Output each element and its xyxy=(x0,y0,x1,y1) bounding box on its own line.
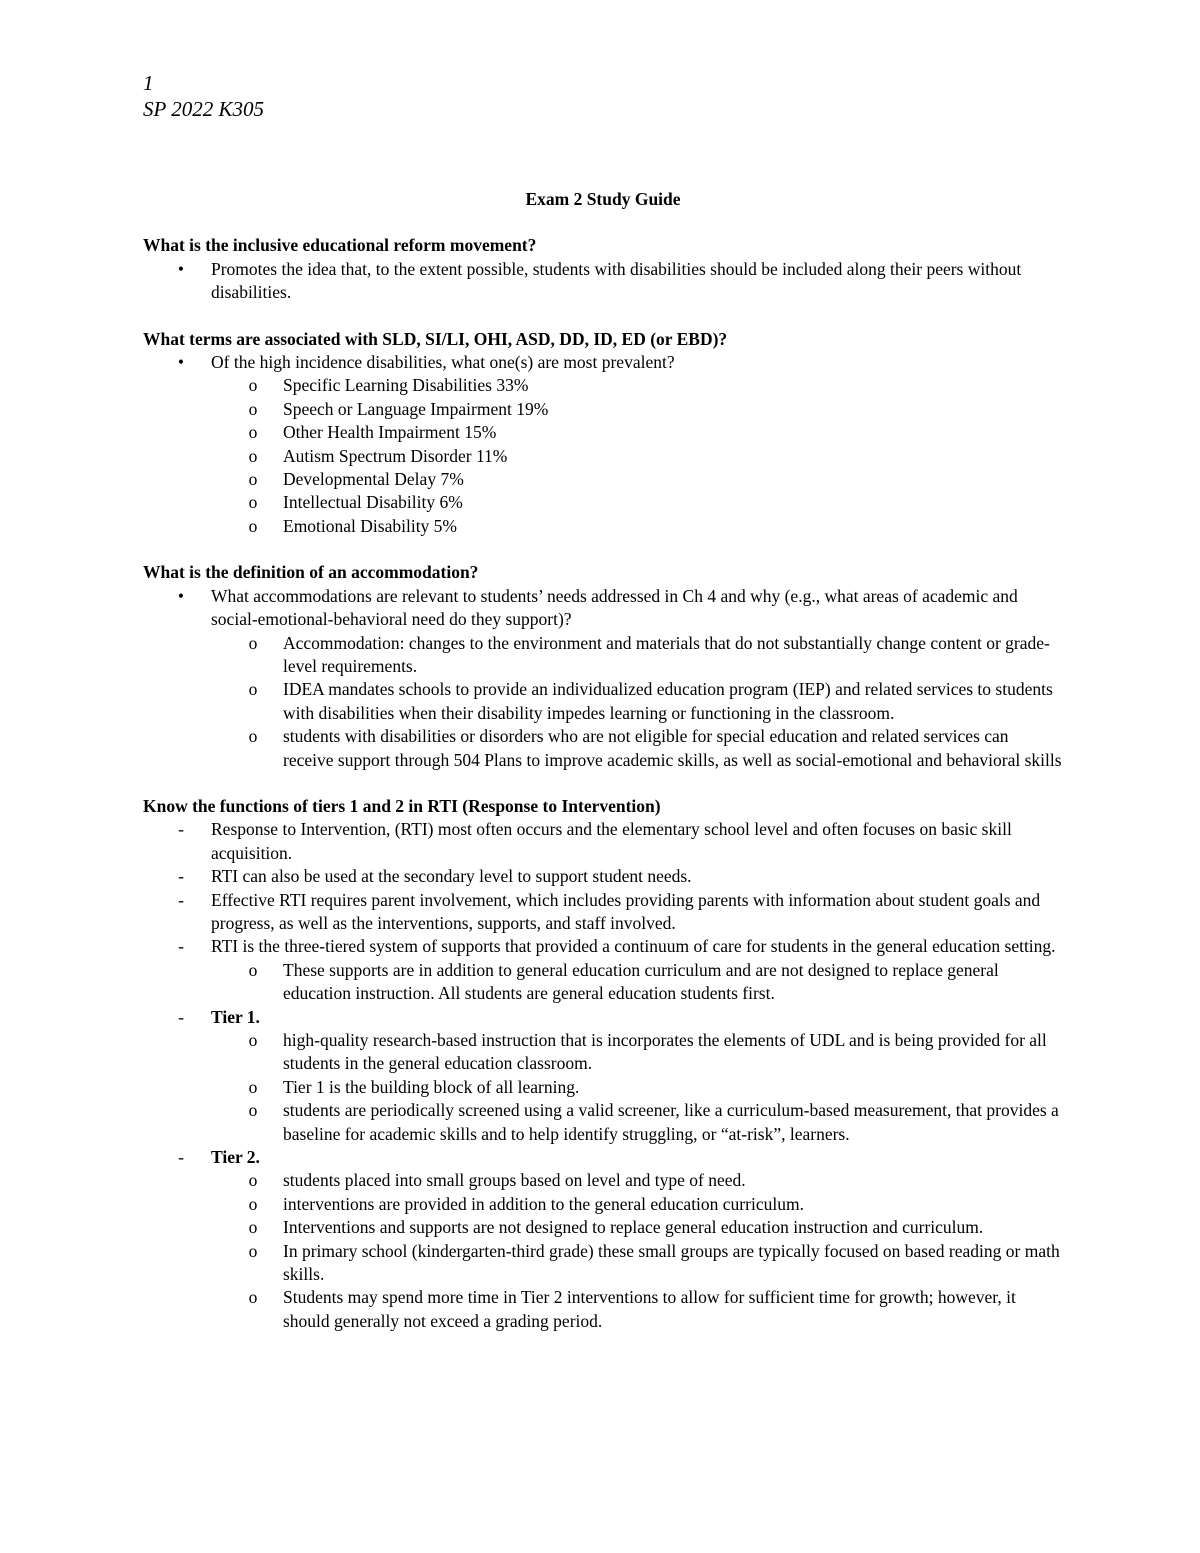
list-item xyxy=(143,445,1063,468)
tier-1-label: Tier 1. xyxy=(211,1006,260,1027)
circle-marker: o xyxy=(248,515,258,536)
bullet-marker: • xyxy=(177,352,185,373)
circle-marker: o xyxy=(248,492,258,513)
prevalence-item: Other Health Impairment 15% xyxy=(283,422,497,443)
list-item xyxy=(143,398,1063,421)
rti-point: Response to Intervention, (RTI) most often occurs and the elementary school level and often focuses on basic skill acquisition. xyxy=(211,819,1012,863)
list-item xyxy=(143,959,1063,1006)
question-inclusive: What is the inclusive educational reform movement? xyxy=(143,235,537,256)
accommodation-item: Accommodation: changes to the environment and materials that do not substantially change content or grade-level requirements. xyxy=(283,632,1050,676)
bullet-marker: • xyxy=(177,585,185,606)
tier-2-point: Interventions and supports are not designed to replace general education instruction and curriculum. xyxy=(283,1217,984,1238)
circle-marker: o xyxy=(248,1076,258,1097)
accommodation-item: IDEA mandates schools to provide an individualized education program (IEP) and related services to students with disabilities when their disability impedes learning or functioning in the classroom. xyxy=(283,679,1053,723)
circle-marker: o xyxy=(248,422,258,443)
tier-2-point: students placed into small groups based on level and type of need. xyxy=(283,1170,746,1191)
list-item xyxy=(143,468,1063,491)
prevalence-item: Intellectual Disability 6% xyxy=(283,492,463,513)
circle-marker: o xyxy=(248,1193,258,1214)
section-accommodation xyxy=(143,561,1063,772)
tier-2-label: Tier 2. xyxy=(211,1147,260,1168)
question-terms: What terms are associated with SLD, SI/LI, OHI, ASD, DD, ID, ED (or EBD)? xyxy=(143,328,728,349)
list-item xyxy=(143,1216,1063,1239)
rti-subpoint: These supports are in addition to general education curriculum and are not designed to replace general education instruction. All students are general education students first. xyxy=(283,959,999,1004)
study-guide-content xyxy=(143,188,1063,1356)
question-accommodation: What is the definition of an accommodation? xyxy=(143,562,479,583)
list-item xyxy=(143,491,1063,514)
accommodation-item: students with disabilities or disorders who are not eligible for special education and related services can receive support through 504 Plans to improve academic skills, as well as social-emotional and behavioral skills xyxy=(283,726,1062,770)
section-rti xyxy=(143,795,1063,1333)
list-item xyxy=(143,889,1063,936)
tier-2-point: In primary school (kindergarten-third grade) these small groups are typically focused on based reading or math skills. xyxy=(283,1240,1060,1285)
list-item xyxy=(143,1286,1063,1333)
circle-marker: o xyxy=(248,445,258,466)
list-item xyxy=(143,351,1063,538)
bullet-marker: • xyxy=(177,258,185,279)
circle-marker: o xyxy=(248,469,258,490)
list-item xyxy=(143,1169,1063,1192)
document-title: Exam 2 Study Guide xyxy=(525,189,681,209)
tier-2-point: interventions are provided in addition to the general education curriculum. xyxy=(283,1193,804,1214)
circle-marker: o xyxy=(248,375,258,396)
circle-marker: o xyxy=(248,1240,258,1261)
circle-marker: o xyxy=(248,1217,258,1238)
section-terms xyxy=(143,328,1063,539)
question-rti: Know the functions of tiers 1 and 2 in RTI (Response to Intervention) xyxy=(143,795,661,816)
circle-marker: o xyxy=(248,1170,258,1191)
tier-1-point: high-quality research-based instruction that is incorporates the elements of UDL and is being provided for all students in the general education classroom. xyxy=(283,1030,1047,1074)
dash-marker: - xyxy=(178,866,184,887)
prevalence-item: Developmental Delay 7% xyxy=(283,469,464,490)
section-inclusive xyxy=(143,234,1063,304)
list-item xyxy=(143,1099,1063,1146)
list-item xyxy=(143,421,1063,444)
dash-marker: - xyxy=(178,936,184,957)
tier-2-item xyxy=(143,1146,1063,1333)
page-number: 1 xyxy=(143,71,154,95)
bullet-text: What accommodations are relevant to students’ needs addressed in Ch 4 and why (e.g., what areas of academic and social-emotional-behavioral need do they support)? xyxy=(211,585,1018,630)
list-item xyxy=(143,515,1063,538)
circle-marker: o xyxy=(248,726,258,747)
dash-marker: - xyxy=(178,1006,184,1027)
bullet-text: Of the high incidence disabilities, what one(s) are most prevalent? xyxy=(211,352,675,373)
list-item xyxy=(143,865,1063,888)
circle-marker: o xyxy=(248,1030,258,1050)
list-item xyxy=(143,678,1063,725)
list-item xyxy=(143,1076,1063,1099)
tier-1-item xyxy=(143,1006,1063,1146)
circle-marker: o xyxy=(248,679,258,700)
list-item xyxy=(143,1240,1063,1287)
rti-point: RTI can also be used at the secondary level to support student needs. xyxy=(211,866,692,887)
rti-point: Effective RTI requires parent involvement, which includes providing parents with information about student goals and progress, as well as the interventions, supports, and staff involved. xyxy=(211,889,1041,933)
circle-marker: o xyxy=(248,632,258,653)
circle-marker: o xyxy=(248,1287,258,1308)
prevalence-item: Autism Spectrum Disorder 11% xyxy=(283,445,508,466)
bullet-text: Promotes the idea that, to the extent possible, students with disabilities should be included along their peers without disabilities. xyxy=(211,258,1022,303)
list-item xyxy=(143,1029,1063,1076)
list-item xyxy=(143,258,1063,305)
tier-1-point: Tier 1 is the building block of all learning. xyxy=(283,1076,580,1097)
list-item xyxy=(143,725,1063,772)
circle-marker: o xyxy=(248,959,258,980)
prevalence-item: Emotional Disability 5% xyxy=(283,515,458,536)
dash-marker: - xyxy=(178,889,184,910)
prevalence-item: Specific Learning Disabilities 33% xyxy=(283,375,529,396)
list-item xyxy=(143,585,1063,772)
list-item xyxy=(143,818,1063,865)
rti-point: RTI is the three-tiered system of supports that provided a continuum of care for students in the general education setting. xyxy=(211,936,1056,957)
tier-2-point: Students may spend more time in Tier 2 interventions to allow for sufficient time for growth; however, it should generally not exceed a grading period. xyxy=(283,1287,1016,1331)
tier-1-point: students are periodically screened using a valid screener, like a curriculum-based measurement, that provides a baseline for academic skills and to help identify struggling, or “at-risk”, learners. xyxy=(283,1100,1059,1144)
circle-marker: o xyxy=(248,398,258,419)
page-header xyxy=(143,70,264,122)
list-item xyxy=(143,935,1063,1005)
dash-marker: - xyxy=(178,819,184,840)
course-label: SP 2022 K305 xyxy=(143,97,264,121)
list-item xyxy=(143,1193,1063,1216)
circle-marker: o xyxy=(248,1100,258,1121)
dash-marker: - xyxy=(178,1147,184,1168)
list-item xyxy=(143,374,1063,397)
list-item xyxy=(143,632,1063,679)
prevalence-item: Speech or Language Impairment 19% xyxy=(283,398,549,419)
